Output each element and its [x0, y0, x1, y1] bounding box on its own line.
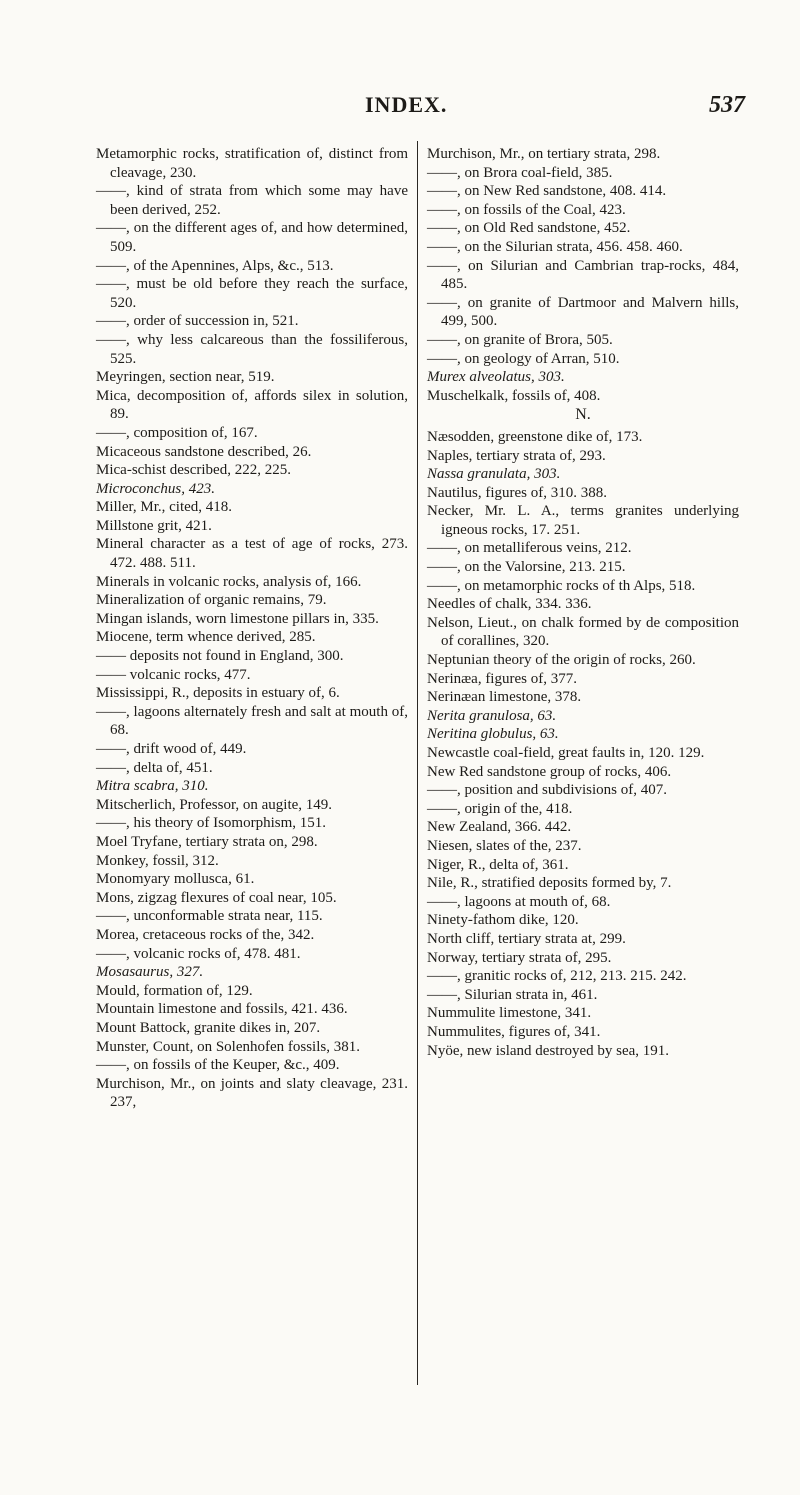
index-entry: North cliff, tertiary strata at, 299.: [427, 930, 626, 947]
index-entry: ——, his theory of Isomorphism, 151.: [96, 815, 326, 832]
index-entry: Mica, decomposition of, affords silex in solution, 89.: [96, 387, 408, 423]
index-entry: New Red sandstone group of rocks, 406.: [427, 763, 672, 780]
column-divider: [417, 141, 418, 1385]
index-entry: ——, lagoons at mouth of, 68.: [427, 893, 611, 910]
page-number: 537: [709, 92, 745, 118]
index-entry: Mountain limestone and fossils, 421. 436.: [96, 1001, 348, 1018]
index-entry: ——, on the different ages of, and how determined, 509.: [96, 220, 408, 255]
index-entry: ——, position and subdivisions of, 407.: [427, 782, 668, 799]
index-entry: ——, on the Valorsine, 213. 215.: [427, 559, 626, 576]
index-entry: ——, on fossils of the Coal, 423.: [427, 201, 626, 218]
index-entry: Monkey, fossil, 312.: [96, 852, 219, 869]
index-entry: Microconchus, 423.: [96, 480, 216, 497]
index-entry: ——, on Old Red sandstone, 452.: [427, 220, 631, 237]
index-entry: ——, drift wood of, 449.: [96, 741, 247, 757]
index-entry: ——, order of succession in, 521.: [96, 313, 299, 330]
index-entry: Mingan islands, worn limestone pillars in, 335.: [96, 610, 379, 627]
index-entry: ——, on geology of Arran, 510.: [427, 350, 620, 367]
index-entry: Morea, cretaceous rocks of the, 342.: [96, 926, 315, 943]
index-entry: Mount Battock, granite dikes in, 207.: [96, 1019, 321, 1036]
section-letter: N.: [575, 406, 591, 424]
index-entry: Meyringen, section near, 519.: [96, 369, 275, 386]
index-entry: Norway, tertiary strata of, 295.: [427, 949, 612, 966]
index-entry: ——, on Silurian and Cambrian trap-rocks, 484, 485.: [427, 257, 739, 293]
index-entry: Nerinæa, figures of, 377.: [427, 670, 577, 687]
index-entry: ——, delta of, 451.: [96, 759, 213, 776]
index-entry: ——, unconformable strata near, 115.: [96, 908, 323, 925]
index-entry: Metamorphic rocks, stratification of, distinct from cleavage, 230.: [96, 146, 408, 181]
index-entry: Miocene, term whence derived, 285.: [96, 629, 316, 646]
index-entry: Murchison, Mr., on tertiary strata, 298.: [427, 146, 661, 162]
index-entry: ——, must be old before they reach the surface, 520.: [96, 276, 408, 311]
index-entry: Miller, Mr., cited, 418.: [96, 499, 233, 516]
index-entry: ——, on granite of Brora, 505.: [427, 331, 613, 348]
index-entry: Nerita granulosa, 63.: [427, 707, 557, 724]
index-entry: —— deposits not found in England, 300.: [96, 648, 344, 665]
index-entry: ——, origin of the, 418.: [427, 800, 573, 817]
index-entry: Niger, R., delta of, 361.: [427, 856, 569, 873]
index-entry: Nummulites, figures of, 341.: [427, 1023, 601, 1040]
index-entry: Nerinæan limestone, 378.: [427, 689, 582, 706]
index-entry: Naples, tertiary strata of, 293.: [427, 447, 606, 464]
index-entry: Mould, formation of, 129.: [96, 982, 253, 999]
index-entry: Nassa granulata, 303.: [427, 466, 561, 483]
index-entry: Næsodden, greenstone dike of, 173.: [427, 428, 643, 445]
index-entry: ——, volcanic rocks of, 478. 481.: [96, 945, 301, 962]
index-entry: Munster, Count, on Solenhofen fossils, 381.: [96, 1038, 360, 1055]
index-entry: Millstone grit, 421.: [96, 517, 212, 534]
index-entry: ——, kind of strata from which some may have been derived, 252.: [96, 183, 408, 218]
index-entry: Neritina globulus, 63.: [427, 726, 559, 743]
index-entry: ——, Silurian strata in, 461.: [427, 986, 598, 1003]
index-entry: —— volcanic rocks, 477.: [96, 666, 251, 683]
index-entry: Moel Tryfane, tertiary strata on, 298.: [96, 833, 318, 850]
index-entry: Nummulite limestone, 341.: [427, 1005, 592, 1022]
index-entry: ——, on metalliferous veins, 212.: [427, 540, 632, 557]
index-entry: Monomyary mollusca, 61.: [96, 871, 255, 888]
index-entry: Nyöe, new island destroyed by sea, 191.: [427, 1042, 670, 1059]
page-header: [0, 88, 800, 128]
index-entry: New Zealand, 366. 442.: [427, 819, 572, 836]
index-entry: Muschelkalk, fossils of, 408.: [427, 387, 601, 404]
index-entry: ——, granitic rocks of, 212, 213. 215. 242.: [427, 968, 687, 985]
index-entry: Mineral character as a test of age of rocks, 273. 472. 488. 511.: [96, 536, 408, 572]
index-entry: ——, why less calcareous than the fossiliferous, 525.: [96, 331, 408, 367]
index-entry: Murchison, Mr., on joints and slaty cleavage, 231. 237,: [96, 1075, 408, 1111]
index-entry: Necker, Mr. L. A., terms granites underlying igneous rocks, 17. 251.: [427, 503, 739, 538]
index-entry: Nautilus, figures of, 310. 388.: [427, 484, 607, 501]
index-entry: ——, on Brora coal-field, 385.: [427, 164, 613, 181]
index-entry: ——, of the Apennines, Alps, &c., 513.: [96, 257, 334, 274]
index-entry: Nelson, Lieut., on chalk formed by de composition of corallines, 320.: [427, 614, 739, 650]
index-entry: Newcastle coal-field, great faults in, 120. 129.: [427, 745, 705, 761]
index-entry: Neptunian theory of the origin of rocks, 260.: [427, 652, 696, 669]
index-entry: ——, lagoons alternately fresh and salt at mouth of, 68.: [96, 703, 408, 739]
index-entry: ——, composition of, 167.: [96, 424, 258, 441]
index-entry: Mitscherlich, Professor, on augite, 149.: [96, 796, 333, 813]
index-entry: Murex alveolatus, 303.: [427, 369, 565, 386]
index-entry: Minerals in volcanic rocks, analysis of, 166.: [96, 573, 362, 590]
index-entry: ——, on metamorphic rocks of th Alps, 518.: [427, 577, 696, 594]
index-column-right: [427, 145, 739, 1060]
index-entry: Mons, zigzag flexures of coal near, 105.: [96, 889, 337, 906]
index-entry: ——, on granite of Dartmoor and Malvern hills, 499, 500.: [427, 294, 739, 330]
index-entry: Mosasaurus, 327.: [96, 964, 204, 981]
index-entry: Ninety-fathom dike, 120.: [427, 912, 579, 929]
index-entry: Micaceous sandstone described, 26.: [96, 443, 312, 460]
index-column-left: [96, 145, 408, 1112]
index-entry: ——, on fossils of the Keuper, &c., 409.: [96, 1057, 340, 1074]
index-entry: Needles of chalk, 334. 336.: [427, 596, 592, 613]
index-entry: ——, on New Red sandstone, 408. 414.: [427, 183, 667, 200]
index-entry: Niesen, slates of the, 237.: [427, 837, 582, 854]
index-entry: ——, on the Silurian strata, 456. 458. 460.: [427, 238, 683, 255]
index-entry: Mitra scabra, 310.: [96, 778, 209, 795]
running-title: INDEX.: [365, 92, 448, 117]
index-entry: Mica-schist described, 222, 225.: [96, 462, 291, 479]
index-entry: Mineralization of organic remains, 79.: [96, 592, 327, 609]
index-entry: Nile, R., stratified deposits formed by, 7.: [427, 875, 672, 892]
index-entry: Mississippi, R., deposits in estuary of, 6.: [96, 685, 340, 702]
